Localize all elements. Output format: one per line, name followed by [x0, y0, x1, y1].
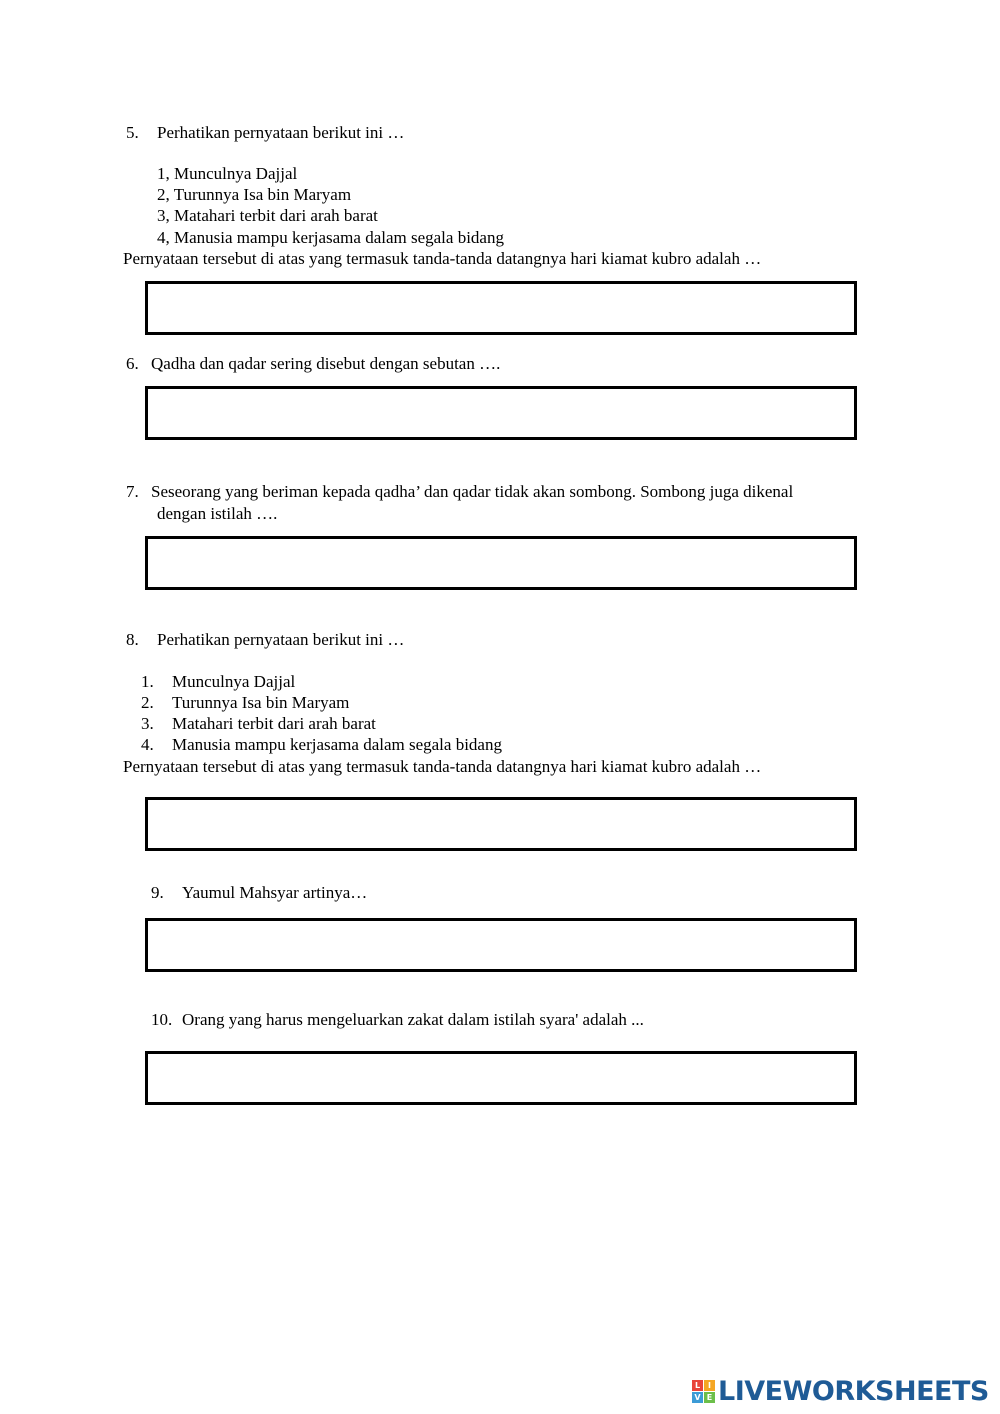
question-8-number: 8. — [126, 630, 139, 649]
logo-mark-letter-i: I — [704, 1380, 715, 1391]
logo-mark-letter-l: L — [692, 1380, 703, 1391]
logo-mark-icon — [692, 1380, 715, 1403]
question-5-number: 5. — [126, 123, 139, 142]
answer-box-9[interactable] — [145, 918, 857, 972]
question-8-item-3: Matahari terbit dari arah barat — [172, 714, 376, 733]
question-5-item-1: 1, Munculnya Dajjal — [157, 164, 298, 183]
question-8-followup: Pernyataan tersebut di atas yang termasuk tanda-tanda datangnya hari kiamat kubro adalah … — [123, 757, 762, 776]
logo-text: LIVEWORKSHEETS — [718, 1375, 989, 1407]
question-8-prompt: Perhatikan pernyataan berikut ini … — [157, 630, 405, 649]
question-5-item-4: 4, Manusia mampu kerjasama dalam segala bidang — [157, 228, 504, 247]
question-9-number: 9. — [151, 883, 164, 902]
question-9-prompt: Yaumul Mahsyar artinya… — [182, 883, 368, 902]
question-8-item-3-number: 3. — [141, 714, 154, 733]
question-8-item-4-number: 4. — [141, 735, 154, 754]
question-7-prompt: Seseorang yang beriman kepada qadha’ dan qadar tidak akan sombong. Sombong juga dikenal — [151, 482, 794, 501]
question-7-number: 7. — [126, 482, 139, 501]
answer-box-5[interactable] — [145, 281, 857, 335]
question-7-prompt-continued: dengan istilah …. — [157, 504, 278, 523]
logo-mark-letter-e: E — [704, 1392, 715, 1403]
logo-mark-letter-v: V — [692, 1392, 703, 1403]
question-5-followup: Pernyataan tersebut di atas yang termasuk tanda-tanda datangnya hari kiamat kubro adalah … — [123, 249, 762, 268]
question-8-item-1: Munculnya Dajjal — [172, 672, 296, 691]
question-6-prompt: Qadha dan qadar sering disebut dengan sebutan …. — [151, 354, 501, 373]
question-10-prompt: Orang yang harus mengeluarkan zakat dalam istilah syara' adalah ... — [182, 1010, 644, 1029]
question-8-item-2: Turunnya Isa bin Maryam — [172, 693, 350, 712]
question-6-number: 6. — [126, 354, 139, 373]
answer-box-7[interactable] — [145, 536, 857, 590]
question-10-number: 10. — [151, 1010, 173, 1029]
answer-box-10[interactable] — [145, 1051, 857, 1105]
question-5-item-2: 2, Turunnya Isa bin Maryam — [157, 185, 352, 204]
answer-box-8[interactable] — [145, 797, 857, 851]
question-8-item-1-number: 1. — [141, 672, 154, 691]
question-5-prompt: Perhatikan pernyataan berikut ini … — [157, 123, 405, 142]
liveworksheets-logo — [692, 1374, 989, 1408]
question-8-item-4: Manusia mampu kerjasama dalam segala bidang — [172, 735, 502, 754]
answer-box-6[interactable] — [145, 386, 857, 440]
question-8-item-2-number: 2. — [141, 693, 154, 712]
question-5-item-3: 3, Matahari terbit dari arah barat — [157, 206, 378, 225]
